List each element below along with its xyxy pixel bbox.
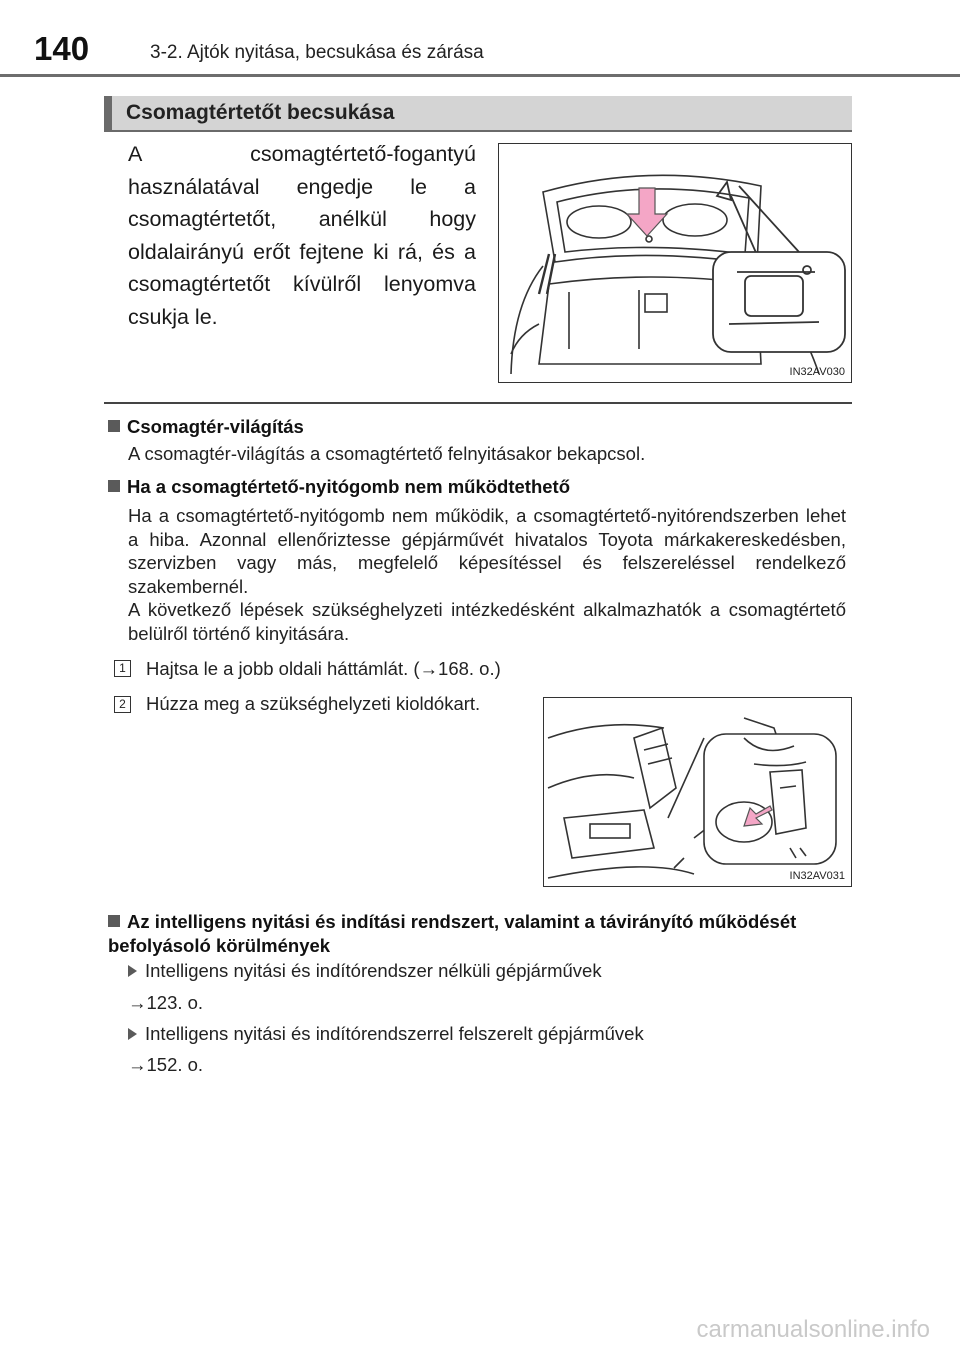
smart-bullet-2-text: Intelligens nyitási és indítórendszerrel felszerelt gépjárművek (145, 1023, 644, 1044)
lighting-text: A csomagtér-világítás a csomagtértető felnyitásakor bekapcsol. (128, 443, 646, 464)
lighting-heading-text: Csomagtér-világítás (127, 416, 304, 437)
opener-text-1: Ha a csomagtértető-nyitógomb nem működik, a csomagtértető-nyitórendszerben lehet a hiba. Azonnal ellenőriztesse gépjárművét hivatalos Toyota márkakereskedésben, szervizben vagy más, megfelelő képesítéssel és felszereléssel rendelkező szakembernél. (128, 505, 846, 597)
smart-heading-text: Az intelligens nyitási és indítási rendszert, valamint a távirányító működését befolyásoló körülmények (108, 911, 797, 956)
opener-heading-text: Ha a csomagtértető-nyitógomb nem működtethető (127, 476, 571, 497)
down-arrow-icon (627, 188, 667, 236)
square-bullet-icon (108, 915, 120, 927)
section-heading (104, 96, 852, 130)
smart-ref-2: →152. o. (128, 1054, 204, 1075)
figure-code: IN32AV031 (789, 870, 845, 882)
lighting-heading (108, 416, 304, 438)
release-lever-illustration (544, 698, 850, 885)
watermark: carmanualsonline.info (696, 1316, 930, 1343)
section-heading-text: Csomagtértetőt becsukása (126, 101, 395, 124)
intro-text: A csomagtértető-fogantyú használatával engedje le a csomagtértetőt, anélkül hogy oldalairányú erőt fejtene ki rá, és a csomagtértetőt kívülről lenyomva csukja le. (128, 142, 476, 329)
trunk-illustration (499, 144, 850, 381)
square-bullet-icon (108, 480, 120, 492)
chapter-title: 3-2. Ajtók nyitása, becsukása és zárása (150, 42, 484, 63)
step-1-number: 1 (114, 660, 131, 677)
step-2-number: 2 (114, 696, 131, 713)
square-bullet-icon (108, 420, 120, 432)
step-1-text: Hajtsa le a jobb oldali háttámlát. (→168. o.) (146, 658, 501, 679)
opener-text-2: A következő lépések szükséghelyzeti intézkedésként alkalmazhatók a csomagtértető belülről történő kinyitására. (128, 599, 846, 644)
triangle-bullet-icon (128, 965, 137, 977)
release-lever-figure (543, 697, 852, 887)
trunk-closing-figure (498, 143, 852, 383)
step-2-text: Húzza meg a szükséghelyzeti kioldókart. (146, 693, 481, 714)
smart-bullet-1 (128, 960, 602, 982)
heading-underline (104, 130, 852, 132)
smart-heading (108, 910, 852, 958)
header-rule (0, 74, 960, 77)
page-number: 140 (34, 30, 90, 67)
smart-bullet-2 (128, 1023, 644, 1045)
triangle-bullet-icon (128, 1028, 137, 1040)
section-rule (104, 402, 852, 404)
smart-bullet-1-text: Intelligens nyitási és indítórendszer nélküli gépjárművek (145, 960, 602, 981)
smart-ref-1: →123. o. (128, 992, 204, 1013)
opener-heading (108, 476, 570, 498)
figure-code: IN32AV030 (789, 366, 845, 378)
page-header (0, 0, 960, 76)
